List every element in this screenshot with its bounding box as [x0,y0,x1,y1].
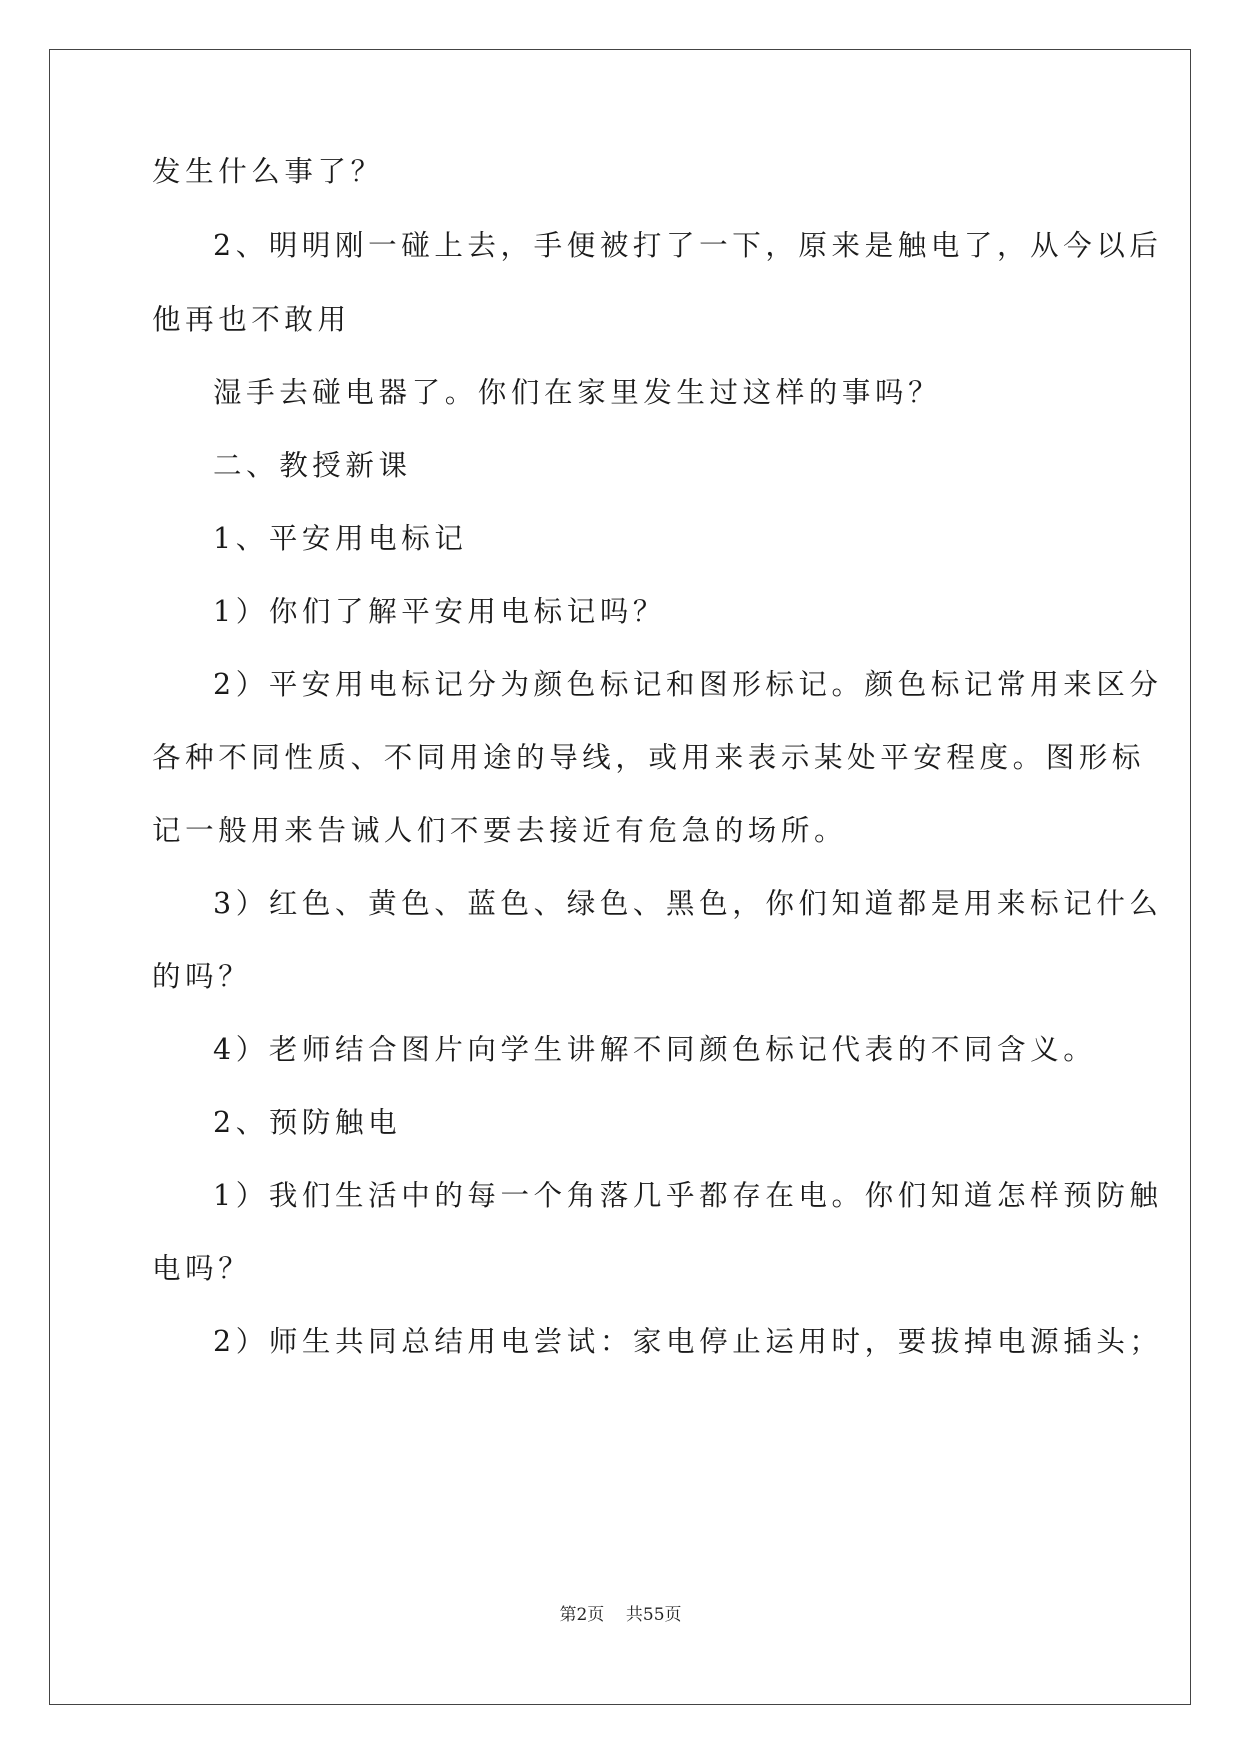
text-line-4: 湿手去碰电器了。你们在家里发生过这样的事吗？ [213,376,942,409]
page-footer [0,1600,1241,1625]
text-line-13: 4）老师结合图片向学生讲解不同颜色标记代表的不同含义。 [213,1033,1097,1066]
text-line-3: 他再也不敢用 [152,303,351,336]
subheading-prevent-shock: 2、预防触电 [213,1106,402,1139]
text-line-16: 电吗？ [152,1252,252,1285]
text-line-10: 记一般用来告诫人们不要去接近有危急的场所。 [152,814,848,847]
text-line-8: 2）平安用电标记分为颜色标记和图形标记。颜色标记常用来区分 [213,668,1163,701]
text-line-1: 发生什么事了？ [152,155,384,188]
text-line-17: 2）师生共同总结用电尝试：家电停止运用时，要拔掉电源插头； [213,1325,1163,1358]
text-line-15: 1）我们生活中的每一个角落几乎都存在电。你们知道怎样预防触 [213,1179,1163,1212]
section-heading-teaching: 二、教授新课 [213,449,412,482]
page-total: 共55页 [625,1605,682,1625]
text-line-9: 各种不同性质、不同用途的导线，或用来表示某处平安程度。图形标 [152,741,1146,774]
page-number: 第2页 [559,1605,605,1625]
subheading-safety-marks: 1、平安用电标记 [213,522,468,555]
text-line-12: 的吗？ [152,960,252,993]
text-line-7: 1）你们了解平安用电标记吗？ [213,595,667,628]
text-line-11: 3）红色、黄色、蓝色、绿色、黑色，你们知道都是用来标记什么 [213,887,1163,920]
page-border [49,49,1191,1705]
text-line-2: 2、明明刚一碰上去，手便被打了一下，原来是触电了，从今以后 [213,229,1163,262]
